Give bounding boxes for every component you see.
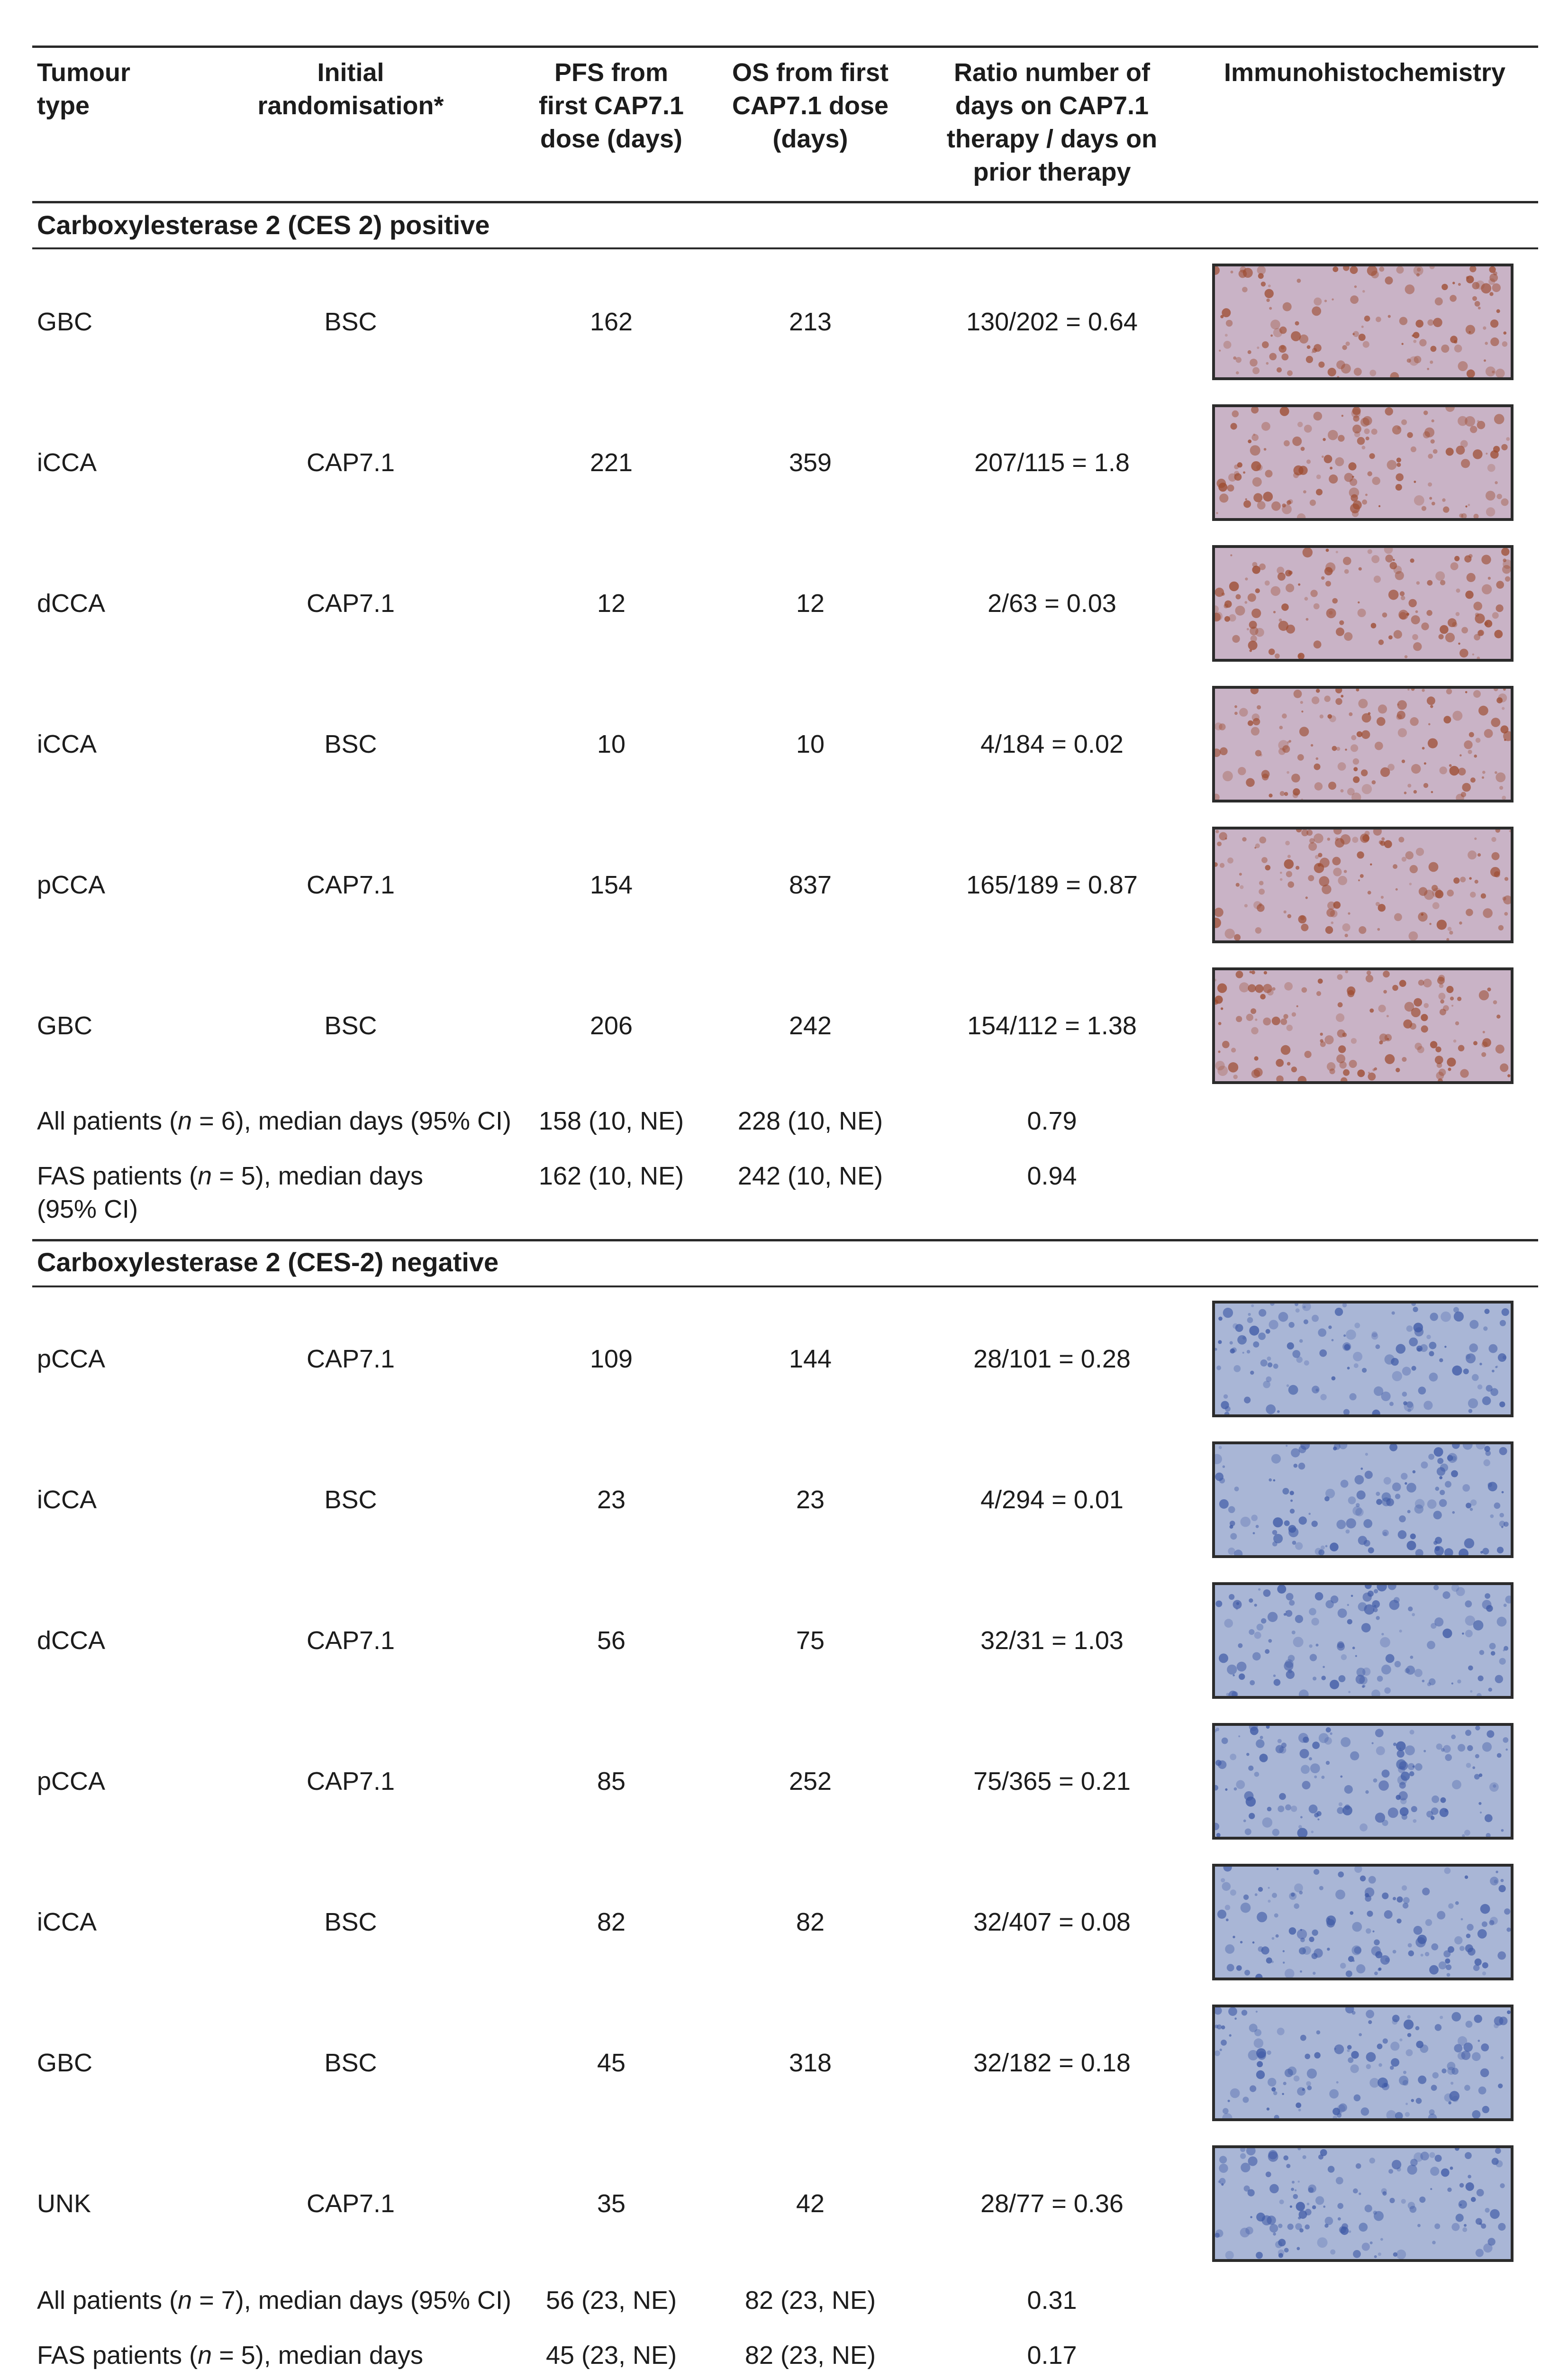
cell-initial-randomisation: CAP7.1 [306,2189,395,2218]
cell-initial-randomisation: CAP7.1 [306,589,395,618]
cell-ratio: 154/112 = 1.38 [967,1012,1137,1040]
cell-tumour-type: GBC [37,2049,93,2077]
immunohistochemistry-image [1212,1864,1514,1980]
summary-ratio: 0.94 [1027,1162,1077,1190]
label-text: FAS patients ( [37,1162,198,1190]
label-text: FAS patients ( [37,2341,198,2370]
immunohistochemistry-image [1212,1582,1514,1699]
table-row [0,399,1568,527]
cell-ratio: 4/294 = 0.01 [980,1486,1124,1514]
header-line: Immunohistochemistry [1224,58,1506,87]
n-variable: n [178,1107,192,1135]
cell-ratio: 28/77 = 0.36 [980,2189,1124,2218]
cell-pfs: 85 [597,1767,626,1796]
cell-pfs: 82 [597,1908,626,1936]
cell-os: 12 [796,589,825,618]
cell-tumour-type: iCCA [37,1908,97,1936]
label-text: = 5), median days [212,2341,423,2370]
cell-os: 10 [796,730,825,758]
table-row [0,1295,1568,1423]
header-line: Tumour [37,58,130,87]
header-line: type [37,91,90,120]
cell-os: 144 [789,1345,832,1373]
cell-os: 318 [789,2049,832,2077]
cell-ratio: 165/189 = 0.87 [966,871,1138,899]
n-variable: n [198,1162,212,1190]
header-line: randomisation* [257,91,444,120]
cell-tumour-type: GBC [37,308,93,336]
immunohistochemistry-image [1212,2005,1514,2121]
cell-initial-randomisation: BSC [324,2049,377,2077]
header-line: Initial [317,58,384,87]
cell-tumour-type: UNK [37,2189,91,2218]
immunohistochemistry-image [1212,827,1514,943]
label-text: = 5), median days [212,1162,423,1190]
summary-label [37,2339,520,2370]
summary-pfs: 162 (10, NE) [538,1162,684,1190]
table-row [0,962,1568,1090]
cell-os: 42 [796,2189,825,2218]
summary-label [37,1104,520,1138]
summary-pfs: 158 (10, NE) [538,1107,684,1135]
summary-pfs: 45 (23, NE) [545,2341,677,2370]
table-row [0,821,1568,949]
cell-tumour-type: iCCA [37,448,97,477]
summary-os: 82 (23, NE) [744,2341,876,2370]
table-row [0,1999,1568,2127]
summary-ratio: 0.79 [1027,1107,1077,1135]
summary-os: 82 (23, NE) [744,2286,876,2315]
cell-tumour-type: iCCA [37,730,97,758]
table-row [0,1717,1568,1845]
cell-initial-randomisation: CAP7.1 [306,448,395,477]
immunohistochemistry-image [1212,2145,1514,2262]
summary-ratio: 0.31 [1027,2286,1077,2315]
cell-initial-randomisation: CAP7.1 [306,871,395,899]
summary-label [37,1159,520,1226]
cell-initial-randomisation: BSC [324,1908,377,1936]
cell-pfs: 35 [597,2189,626,2218]
cell-pfs: 109 [589,1345,633,1373]
cell-ratio: 207/115 = 1.8 [974,448,1130,477]
header-os [711,56,910,155]
cell-initial-randomisation: BSC [324,1012,377,1040]
n-variable: n [198,2341,212,2370]
cell-os: 82 [796,1908,825,1936]
label-text: (95% CI) [37,1195,138,1223]
table-top-rule [32,46,1538,48]
cell-tumour-type: dCCA [37,589,106,618]
header-line: Ratio number of [954,58,1150,87]
header-pfs [512,56,711,155]
cell-ratio: 28/101 = 0.28 [973,1345,1131,1373]
cell-os: 837 [789,871,832,899]
immunohistochemistry-image [1212,404,1514,521]
summary-ratio: 0.17 [1027,2341,1077,2370]
cell-ratio: 75/365 = 0.21 [973,1767,1131,1796]
cell-initial-randomisation: CAP7.1 [306,1345,395,1373]
immunohistochemistry-image [1212,1441,1514,1558]
immunohistochemistry-image [1212,545,1514,662]
cell-ratio: 130/202 = 0.64 [966,308,1138,336]
cell-pfs: 206 [589,1012,633,1040]
cell-initial-randomisation: BSC [324,1486,377,1514]
label-text: = 7), median days (95% CI) [192,2286,511,2315]
cell-initial-randomisation: BSC [324,730,377,758]
header-initial-randomisation [237,56,464,122]
cell-os: 23 [796,1486,825,1514]
header-line: first CAP7.1 [538,91,684,120]
summary-os: 242 (10, NE) [737,1162,883,1190]
table-row [0,680,1568,808]
immunohistochemistry-image [1212,1301,1514,1417]
table-row [0,1577,1568,1705]
cell-tumour-type: pCCA [37,1767,106,1796]
summary-os: 228 (10, NE) [737,1107,883,1135]
table-row [0,2140,1568,2268]
cell-ratio: 32/182 = 0.18 [973,2049,1131,2077]
cell-ratio: 4/184 = 0.02 [980,730,1124,758]
header-line: prior therapy [973,158,1131,186]
summary-label [37,2284,520,2317]
cell-tumour-type: GBC [37,1012,93,1040]
table-row [0,258,1568,386]
table-row [0,1858,1568,1986]
cell-os: 359 [789,448,832,477]
section-title-negative: Carboxylesterase 2 (CES-2) negative [37,1247,499,1277]
section-rule-positive [32,247,1538,249]
cell-pfs: 23 [597,1486,626,1514]
cell-tumour-type: iCCA [37,1486,97,1514]
cell-pfs: 10 [597,730,626,758]
section-rule-negative [32,1285,1538,1287]
header-line: OS from first [732,58,889,87]
cell-initial-randomisation: CAP7.1 [306,1626,395,1655]
cell-os: 75 [796,1626,825,1655]
header-line: days on CAP7.1 [955,91,1149,120]
cell-initial-randomisation: CAP7.1 [306,1767,395,1796]
cell-os: 242 [789,1012,832,1040]
header-line: CAP7.1 dose [732,91,889,120]
section-title-positive: Carboxylesterase 2 (CES 2) positive [37,210,490,240]
cell-pfs: 45 [597,2049,626,2077]
header-tumour-type [37,56,217,122]
header-bottom-rule [32,201,1538,203]
n-variable: n [178,2286,192,2315]
cell-ratio: 32/31 = 1.03 [980,1626,1124,1655]
summary-pfs: 56 (23, NE) [545,2286,677,2315]
cell-tumour-type: dCCA [37,1626,106,1655]
cell-pfs: 162 [589,308,633,336]
table-row [0,539,1568,667]
cell-tumour-type: pCCA [37,871,106,899]
cell-ratio: 32/407 = 0.08 [973,1908,1131,1936]
cell-initial-randomisation: BSC [324,308,377,336]
immunohistochemistry-image [1212,1723,1514,1840]
label-text: = 6), median days (95% CI) [192,1107,511,1135]
label-text: All patients ( [37,2286,178,2315]
header-line: PFS from [554,58,669,87]
cell-os: 213 [789,308,832,336]
cell-pfs: 12 [597,589,626,618]
header-line: therapy / days on [946,125,1158,153]
table-row [0,1436,1568,1564]
cell-pfs: 221 [589,448,633,477]
cell-tumour-type: pCCA [37,1345,106,1373]
section-divider-rule [32,1239,1538,1241]
header-immunohistochemistry [1194,56,1535,89]
immunohistochemistry-image [1212,264,1514,380]
immunohistochemistry-image [1212,967,1514,1084]
cell-ratio: 2/63 = 0.03 [988,589,1116,618]
label-text: All patients ( [37,1107,178,1135]
header-line: (days) [772,125,848,153]
header-line: dose (days) [540,125,683,153]
cell-pfs: 56 [597,1626,626,1655]
cell-os: 252 [789,1767,832,1796]
header-ratio [929,56,1175,189]
immunohistochemistry-image [1212,686,1514,802]
cell-pfs: 154 [589,871,633,899]
